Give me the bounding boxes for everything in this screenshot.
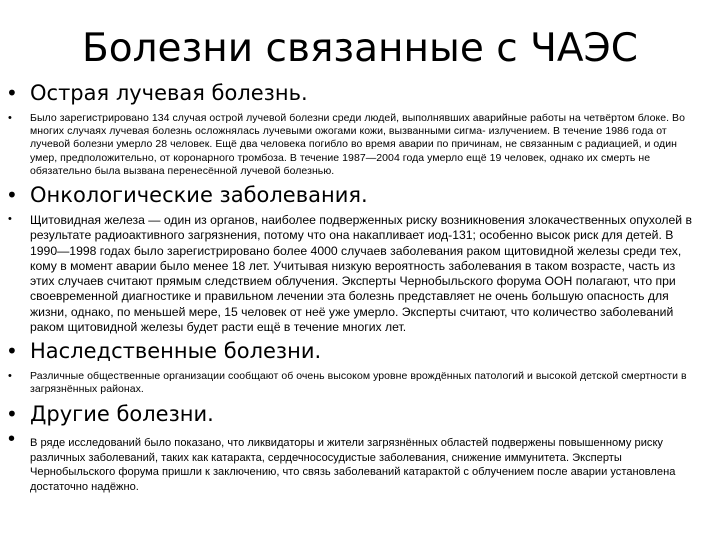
section-paragraph: Различные общественные организации сообщают об очень высоком уровне врождённых патологий и высокой детской смертности в загрязнённых районах. (30, 370, 687, 396)
section-paragraph: Было зарегистрировано 134 случая острой лучевой болезни среди людей, выполнявших аварийные работы на четвёртом блоке. Во многих случаях лучевая болезнь осложнялась лучевыми ожогами кожи, вызванными сигма- излучением. В течение 1986 года от лучевой болезни умерло 28 человек. Ещё два человека погибло во время аварии по причинам, не связанным с радиацией, и один умер, предположительно, от коронарного тромбоза. В течение 1987—2004 года умерло ещё 19 человек, однако их смерть не обязательно была вызвана перенесённой лучевой болезнью. (30, 112, 685, 177)
slide-title: Болезни связанные с ЧАЭС (82, 26, 638, 71)
section-other (0, 401, 720, 494)
section-paragraph-row (0, 112, 720, 178)
section-heading: Острая лучевая болезнь. (30, 81, 308, 105)
section-heading-row (0, 338, 720, 364)
section-heading: Наследственные болезни. (30, 339, 322, 363)
bullet-icon: • (6, 402, 18, 426)
section-heading-row (0, 80, 720, 106)
bullet-icon: • (6, 81, 18, 105)
bullet-icon: • (8, 370, 12, 382)
section-paragraph-row (0, 429, 720, 494)
section-hereditary (0, 338, 720, 396)
section-heading-row (0, 182, 720, 208)
section-paragraph-row (0, 370, 720, 396)
bullet-icon: • (6, 339, 18, 363)
bullet-icon: • (8, 428, 16, 450)
bullet-icon: • (8, 213, 12, 225)
section-heading: Онкологические заболевания. (30, 183, 368, 207)
section-heading-row (0, 401, 720, 427)
section-oncology (0, 182, 720, 335)
bullet-icon: • (6, 183, 18, 207)
section-paragraph: В ряде исследований было показано, что ликвидаторы и жители загрязнённых областей подвержены повышенному риску различных заболеваний, таких как катаракта, сердечнососудистые заболевания, снижение иммунитета. Эксперты Чернобыльского форума пришли к заключению, что связь заболеваний катарактой с облучением после аварии установлена достаточно надёжно. (30, 437, 676, 493)
section-paragraph-row (0, 213, 720, 335)
bullet-icon: • (8, 112, 12, 124)
section-heading: Другие болезни. (30, 402, 214, 426)
section-paragraph: Щитовидная железа — один из органов, наиболее подверженных риску возникновения злокачественных опухолей в результате радиоактивного загрязнения, потому что она накапливает иод-131; особенно высок риск для детей. В 1990—1998 годах было зарегистрировано более 4000 случаев заболевания раком щитовидной железы среди тех, кому в момент аварии было менее 18 лет. Учитывая низкую вероятность заболевания в таком возрасте, часть из этих случаев считают прямым следствием облучения. Эксперты Чернобыльского форума ООН полагают, что при своевременной диагностике и правильном лечении эта болезнь представляет не очень большую опасность для жизни, однако, по меньшей мере, 15 человек от неё уже умерло. Эксперты считают, что количество заболеваний раком щитовидной железы будет расти ещё в течение многих лет. (30, 213, 692, 335)
section-acute-radiation (0, 80, 720, 178)
